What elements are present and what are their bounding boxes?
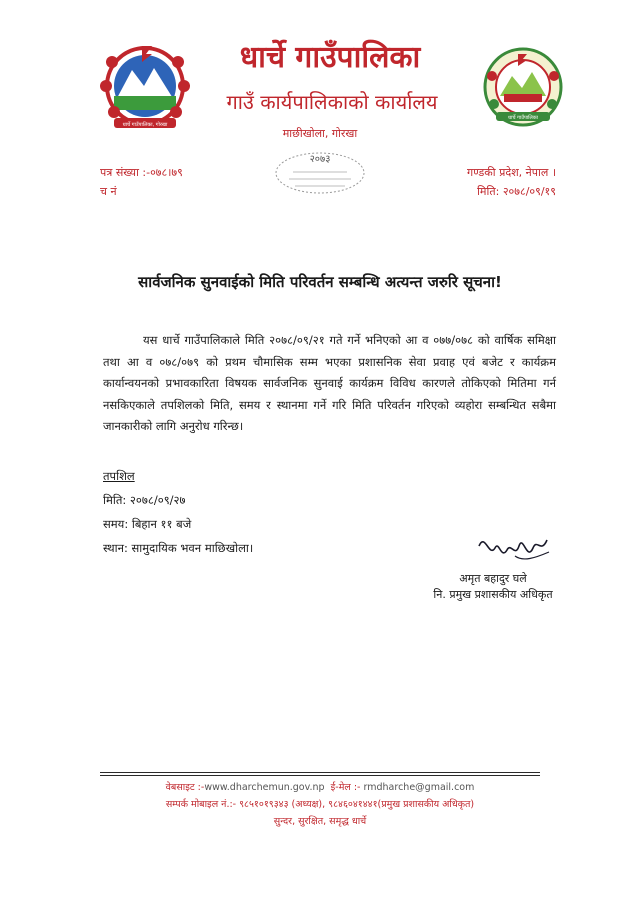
municipality-emblem-left: [92, 40, 198, 132]
website-label: वेबसाइट :-: [165, 782, 205, 793]
details-heading: तपशिल: [103, 469, 135, 483]
signature: [475, 528, 555, 568]
letter-number: पत्र संख्या :-०७८।७९: [100, 166, 183, 179]
email-label: ई-मेल :-: [330, 782, 361, 793]
office-location: माछीखोला, गोरखा: [282, 127, 358, 140]
website-link[interactable]: www.dharchemun.gov.np: [204, 782, 325, 793]
email-link[interactable]: rmdharche@gmail.com: [363, 782, 475, 793]
municipality-emblem-right: [482, 46, 564, 128]
office-stamp: [265, 148, 375, 194]
svg-text:धार्चे गाउँपालिका: धार्चे गाउँपालिका: [508, 115, 538, 121]
details-venue: स्थान: सामुदायिक भवन माछिखोला।: [103, 541, 254, 555]
dispatch-number: च नं: [100, 185, 117, 198]
details-section: [103, 464, 253, 560]
footer-slogan: सुन्दर, सुरक्षित, समृद्ध धार्चे: [273, 816, 367, 827]
svg-text:धार्चे गाउँपालिका, गोरखा: धार्चे गाउँपालिका, गोरखा: [122, 122, 168, 128]
notice-body-text: यस धार्चे गाउँपालिकाले मिति २०७८/०९/२१ गते गर्ने भनिएको आ व ०७७/०७८ को वार्षिक समिक्षा तथा आ व ०७८/०७९ को प्रथम चौमासिक सम्म भएका प्रशासनिक सेवा प्रवाह एवं बजेट र कार्यक्रम कार्यान्वयनको प्रभावकारिता विषयक सार्वजनिक सुनवाई कार्यक्रम विविध कारणले तोकिएको मितिमा गर्न नसकिएकाले तपशिलको मिति, समय र स्थानमा गर्ने गरि मिति परिवर्तन गरिएको व्यहोरा सम्बन्धित सबैमा जानकारीको लागि अनुरोध गरिन्छ।: [103, 333, 556, 433]
letter-date: मिति: २०७८/०९/१९: [477, 185, 556, 198]
footer-rule-bottom: [100, 775, 540, 776]
footer-rule-top: [100, 772, 540, 773]
notice-title: सार्वजनिक सुनवाईको मिति परिवर्तन सम्बन्धि अत्यन्त जरुरि सूचना!: [138, 273, 502, 291]
notice-body: [103, 330, 556, 438]
office-subtitle: गाउँ कार्यपालिकाको कार्यालय: [226, 90, 438, 114]
footer-contact: [80, 780, 560, 796]
svg-text:२०७३: २०७३: [309, 154, 331, 165]
signer-title: नि. प्रमुख प्रशासकीय अधिकृत: [433, 588, 553, 601]
signer-block: [418, 571, 568, 603]
details-time: समय: बिहान ११ बजे: [103, 517, 192, 531]
province-label: गण्डकी प्रदेश, नेपाल ।: [467, 166, 556, 179]
municipality-title: धार्चे गाउँपालिका: [239, 40, 421, 75]
details-date: मिति: २०७८/०९/२७: [103, 493, 186, 507]
signer-name: अमृत बहादुर घले: [459, 572, 527, 585]
footer-phone: सम्पर्क मोबाइल नं.:- ९८५१०१९३४३ (अध्यक्ष), ९८४६०४१४४१(प्रमुख प्रशासकीय अधिकृत): [165, 799, 475, 810]
